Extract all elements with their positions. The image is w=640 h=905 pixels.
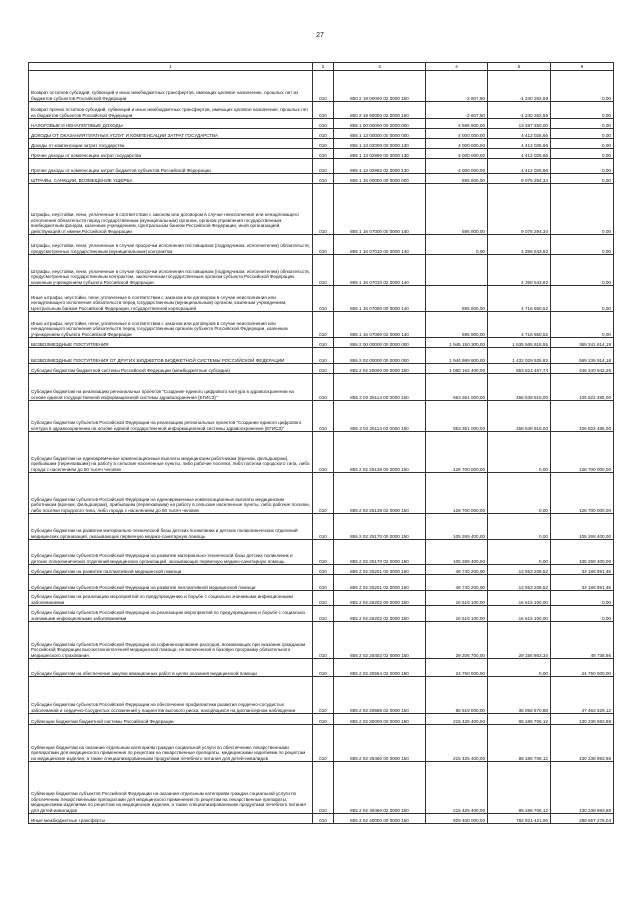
row-approved-amount-cell: 563 361 000,00 [426, 401, 488, 432]
column-header-6: 6 [551, 63, 614, 71]
row-name-cell: Штрафы, неустойки, пени, уплаченные в соответствии с законом или договором в случае неисполнения или ненадлежащего исполнения обязательств перед государственным (муниципальным) органом, органом управления государственным внебюджетным фондом, казенным учреждением, Центральным банком Российской Федерации, иной организацией, действующей от имени Российской Федерации [29, 184, 313, 235]
row-budget-code-cell: 850 2 19 00000 02 0000 150 [334, 71, 426, 102]
row-budget-code-cell: 855 2 02 25586 02 0000 150 [334, 677, 426, 714]
row-executed-amount-cell: 456 538 515,00 [488, 401, 551, 432]
table-row [29, 814, 614, 824]
row-executed-amount-cell: 553 621 457,74 [488, 364, 551, 374]
row-executed-amount-cell: 1 432 029 535,82 [488, 348, 551, 364]
row-budget-code-cell: 855 1 16 07010 02 0000 140 [334, 255, 426, 286]
row-budget-code-cell: 855 2 02 25402 02 0000 150 [334, 622, 426, 659]
table-row [29, 348, 614, 364]
row-line-code-cell: 010 [313, 348, 334, 364]
row-line-code-cell: 010 [313, 312, 334, 338]
table-row [29, 374, 614, 401]
row-budget-code-cell: 855 1 16 07010 00 0000 140 [334, 235, 426, 255]
row-approved-amount-cell: -2 607,50 [426, 102, 488, 119]
row-budget-code-cell: 850 2 19 90000 02 0000 150 [334, 102, 426, 119]
column-header-5: 5 [488, 63, 551, 71]
row-line-code-cell: 010 [313, 473, 334, 514]
row-unexecuted-amount-cell: 130 238 693,88 [551, 714, 614, 725]
row-executed-amount-cell: 9 075 294,34 [488, 174, 551, 184]
column-header-1: 1 [29, 63, 313, 71]
row-approved-amount-cell: 215 425 400,00 [426, 762, 488, 814]
row-executed-amount-cell: 35 056 670,88 [488, 677, 551, 714]
row-budget-code-cell: 855 2 02 25114 00 0000 150 [334, 374, 426, 401]
row-name-cell: Субсидии бюджетам субъектов Российской Федерации на реализацию региональных проектов "Создание единого цифрового контура в здравоохранении на основе единой государственной информационной системы здравоохранения (ЕГИСЗ)" [29, 401, 313, 432]
row-line-code-cell: 010 [313, 814, 334, 824]
row-executed-amount-cell: 16 616 100,00 [488, 606, 551, 622]
row-line-code-cell: 010 [313, 659, 334, 677]
row-approved-amount-cell: 29 206 700,00 [426, 622, 488, 659]
table-row [29, 514, 614, 540]
row-approved-amount-cell: 215 425 400,00 [426, 725, 488, 762]
row-budget-code-cell: 855 1 16 07090 02 0000 140 [334, 312, 426, 338]
row-executed-amount-cell: 0,00 [488, 514, 551, 540]
row-unexecuted-amount-cell: 128 700 000,00 [551, 432, 614, 473]
row-unexecuted-amount-cell: 49 736,66 [551, 622, 614, 659]
row-budget-code-cell: 855 2 02 20000 00 0000 150 [334, 364, 426, 374]
table-row [29, 762, 614, 814]
row-unexecuted-amount-cell: 569 136 914,18 [551, 348, 614, 364]
row-unexecuted-amount-cell: 106 822 485,00 [551, 401, 614, 432]
row-budget-code-cell: 855 1 00 00000 00 0000 000 [334, 119, 426, 129]
row-name-cell: Возврат остатков субсидий, субвенций и иных межбюджетных трансфертов, имеющих целевое назначение, прошлых лет из бюджетов субъектов Российской Федерации [29, 71, 313, 102]
row-approved-amount-cell: 16 616 100,00 [426, 606, 488, 622]
row-name-cell: Прочие доходы от компенсации затрат бюджетов субъектов Российской Федерации [29, 159, 313, 174]
row-budget-code-cell: 855 2 02 35460 00 0000 150 [334, 725, 426, 762]
row-approved-amount-cell: 595 800,00 [426, 174, 488, 184]
row-budget-code-cell: 855 2 02 25170 02 0000 150 [334, 540, 426, 565]
row-line-code-cell: 010 [313, 725, 334, 762]
row-name-cell: НАЛОГОВЫЕ И НЕНАЛОГОВЫЕ ДОХОДЫ [29, 119, 313, 129]
row-executed-amount-cell: 0,00 [488, 432, 551, 473]
table-row [29, 725, 614, 762]
table-row [29, 659, 614, 677]
table-row [29, 312, 614, 338]
row-unexecuted-amount-cell: 0,00 [551, 255, 614, 286]
row-approved-amount-cell: 128 700 000,00 [426, 432, 488, 473]
row-budget-code-cell: 855 1 16 07000 00 0000 140 [334, 184, 426, 235]
row-line-code-cell: 010 [313, 102, 334, 119]
row-approved-amount-cell: 1 945 150 300,00 [426, 338, 488, 348]
table-row [29, 255, 614, 286]
row-executed-amount-cell: 85 186 706,12 [488, 762, 551, 814]
row-name-cell: Субсидии бюджетам на реализацию региональных проектов "Создание единого цифрового контура в здравоохранении на основе единой государственной информационной системы здравоохранения (ЕГИСЗ)" [29, 374, 313, 401]
row-unexecuted-amount-cell: 369 341 614,19 [551, 338, 614, 348]
table-row [29, 149, 614, 159]
row-approved-amount-cell [426, 255, 488, 286]
row-budget-code-cell: 855 2 02 25554 02 0000 150 [334, 659, 426, 677]
row-unexecuted-amount-cell: 24 750 000,00 [551, 659, 614, 677]
row-budget-code-cell: 855 2 02 25138 02 0000 150 [334, 473, 426, 514]
row-line-code-cell: 010 [313, 159, 334, 174]
row-line-code-cell: 010 [313, 286, 334, 312]
row-approved-amount-cell: 46 740 200,00 [426, 565, 488, 575]
row-executed-amount-cell: 0,00 [488, 473, 551, 514]
row-unexecuted-amount-cell: 0,00 [551, 286, 614, 312]
row-approved-amount-cell: 105 269 400,00 [426, 514, 488, 540]
row-unexecuted-amount-cell: 106 822 485,00 [551, 374, 614, 401]
row-budget-code-cell: 855 2 02 30000 00 0000 150 [334, 714, 426, 725]
row-executed-amount-cell: 0,00 [488, 540, 551, 565]
row-executed-amount-cell: 85 186 706,12 [488, 714, 551, 725]
row-executed-amount-cell: 13 487 350,00 [488, 119, 551, 129]
table-row [29, 71, 614, 102]
row-approved-amount-cell: 4 000 000,00 [426, 159, 488, 174]
row-approved-amount-cell: 0,00 [426, 235, 488, 255]
row-approved-amount-cell: 24 750 000,00 [426, 659, 488, 677]
row-executed-amount-cell: 782 921 421,96 [488, 814, 551, 824]
row-unexecuted-amount-cell: 128 700 000,00 [551, 473, 614, 514]
row-line-code-cell: 010 [313, 540, 334, 565]
row-name-cell: Субсидии бюджетам на реализацию мероприятий по предупреждению и борьбе с социально значимыми инфекционными заболеваниями [29, 591, 313, 606]
row-line-code-cell: 010 [313, 714, 334, 725]
row-unexecuted-amount-cell: 446 240 942,26 [551, 364, 614, 374]
row-approved-amount-cell: 595 800,00 [426, 286, 488, 312]
row-unexecuted-amount-cell: 0,00 [551, 129, 614, 139]
row-approved-amount-cell: 4 000 000,00 [426, 139, 488, 149]
column-header-3: 3 [334, 63, 426, 71]
row-approved-amount-cell: 215 425 400,00 [426, 714, 488, 725]
row-executed-amount-cell: 4 358 643,82 [488, 235, 551, 255]
row-name-cell: Субсидии бюджетам на единовременные компенсационные выплаты медицинским работникам (врачам, фельдшерам), прибывшим (переехавшим) на работу в сельские населенные пункты, либо рабочие поселки, либо поселки городского типа, либо города с населением до 50 тысяч человек [29, 432, 313, 473]
table-body [29, 71, 614, 824]
table-row [29, 338, 614, 348]
row-name-cell: Штрафы, неустойки, пени, уплаченные в случае просрочки исполнения поставщиком (подрядчиком, исполнителем) обязательств, предусмотренных государственным (муниципальным) контрактом [29, 235, 313, 255]
row-unexecuted-amount-cell: 0,00 [551, 102, 614, 119]
row-executed-amount-cell: 13 553 208,52 [488, 565, 551, 575]
row-name-cell: Штрафы, неустойки, пени, уплаченные в случае просрочки исполнения поставщиком (подрядчиком, исполнителем) обязательств, предусмотренных государственным контрактом, заключенным государственным органом субъекта Российской Федерации, казенным учреждением субъекта Российской Федерации [29, 255, 313, 286]
row-name-cell: Субсидии бюджетам на обеспечение закупки авиационных работ в целях оказания медицинской помощи [29, 659, 313, 677]
row-budget-code-cell: 855 2 02 25202 02 0000 150 [334, 606, 426, 622]
row-approved-amount-cell: 16 616 100,00 [426, 591, 488, 606]
column-header-2: 2 [313, 63, 334, 71]
table-row [29, 119, 614, 129]
row-unexecuted-amount-cell: 0,00 [551, 71, 614, 102]
row-budget-code-cell: 855 1 16 00000 00 0000 000 [334, 174, 426, 184]
row-line-code-cell: 010 [313, 401, 334, 432]
row-unexecuted-amount-cell: 0,00 [551, 235, 614, 255]
row-name-cell: Субвенции бюджетам субъектов Российской Федерации на оказание отдельным категориям граждан социальной услуги по обеспечению лекарственными препаратами для медицинского применения по рецептам на лекарственные препараты, медицинскими изделиями по рецептам на медицинские изделия, а также специализированными продуктами лечебного питания для детей-инвалидов [29, 762, 313, 814]
row-name-cell: Доходы от компенсации затрат государства [29, 139, 313, 149]
row-budget-code-cell: 855 2 02 25201 00 0000 150 [334, 565, 426, 575]
row-line-code-cell: 010 [313, 174, 334, 184]
row-name-cell: Субсидии бюджетам субъектов Российской Федерации на обеспечение профилактики развития сердечно-сосудистых заболеваний и сердечно-сосудистых осложнений у пациентов высокого риска, находящихся на диспансерном наблюдении [29, 677, 313, 714]
row-unexecuted-amount-cell: 0,00 [551, 312, 614, 338]
table-row [29, 286, 614, 312]
row-executed-amount-cell: 4 358 643,82 [488, 255, 551, 286]
table-row [29, 432, 614, 473]
row-line-code-cell: 010 [313, 677, 334, 714]
row-name-cell: Субсидии бюджетам субъектов Российской Федерации на реализацию мероприятий по предупреждению и борьбе с социально значимыми инфекционными заболеваниями [29, 606, 313, 622]
row-executed-amount-cell: -1 240 262,59 [488, 102, 551, 119]
row-approved-amount-cell: -2 607,50 [426, 71, 488, 102]
row-line-code-cell: 010 [313, 622, 334, 659]
row-unexecuted-amount-cell: 130 238 693,88 [551, 762, 614, 814]
row-unexecuted-amount-cell: 0,00 [551, 159, 614, 174]
row-approved-amount-cell: 563 361 000,00 [426, 374, 488, 401]
row-approved-amount-cell: 4 595 800,00 [426, 119, 488, 129]
row-name-cell: Прочие доходы от компенсации затрат государства [29, 149, 313, 159]
row-unexecuted-amount-cell: 33 186 991,48 [551, 575, 614, 591]
row-line-code-cell: 010 [313, 364, 334, 374]
row-executed-amount-cell: 1 635 565 618,55 [488, 338, 551, 348]
table-row [29, 714, 614, 725]
column-number-row [29, 63, 614, 71]
row-executed-amount-cell: 4 412 025,66 [488, 149, 551, 159]
row-budget-code-cell: 855 2 00 00000 00 0000 000 [334, 338, 426, 348]
row-approved-amount-cell: 4 000 000,00 [426, 129, 488, 139]
page-number: 27 [316, 32, 324, 39]
row-budget-code-cell: 855 2 02 35460 02 0000 150 [334, 762, 426, 814]
row-unexecuted-amount-cell: 0,00 [551, 591, 614, 606]
table-row [29, 575, 614, 591]
row-line-code-cell: 010 [313, 184, 334, 235]
row-unexecuted-amount-cell: 289 657 278,04 [551, 814, 614, 824]
row-name-cell: БЕЗВОЗМЕЗДНЫЕ ПОСТУПЛЕНИЯ [29, 338, 313, 348]
row-unexecuted-amount-cell: 0,00 [551, 174, 614, 184]
row-executed-amount-cell: -1 240 262,59 [488, 71, 551, 102]
row-name-cell: Субсидии бюджетам на развитие материально-технической базы детских поликлиник и детских поликлинических отделений медицинских организаций, оказывающих первичную медико-санитарную помощь [29, 514, 313, 540]
row-executed-amount-cell: 4 716 650,52 [488, 286, 551, 312]
row-unexecuted-amount-cell: 0,00 [551, 184, 614, 235]
row-name-cell: БЕЗВОЗМЕЗДНЫЕ ПОСТУПЛЕНИЯ ОТ ДРУГИХ БЮДЖЕТОВ БЮДЖЕТНОЙ СИСТЕМЫ РОССИЙСКОЙ ФЕДЕРАЦИИ [29, 348, 313, 364]
row-line-code-cell: 010 [313, 565, 334, 575]
row-line-code-cell: 010 [313, 119, 334, 129]
row-budget-code-cell: 855 2 02 25202 00 0000 150 [334, 591, 426, 606]
row-line-code-cell: 010 [313, 762, 334, 814]
budget-report-table [28, 62, 614, 824]
row-executed-amount-cell: 13 553 208,52 [488, 575, 551, 591]
row-budget-code-cell: 855 2 02 00000 00 0000 000 [334, 348, 426, 364]
table-row [29, 159, 614, 174]
row-name-cell: Субсидии бюджетам субъектов Российской Федерации на развитие паллиативной медицинской помощи [29, 575, 313, 591]
row-budget-code-cell: 855 2 02 40000 00 0000 150 [334, 814, 426, 824]
row-line-code-cell: 010 [313, 591, 334, 606]
row-name-cell: Иные межбюджетные трансферты [29, 814, 313, 824]
row-executed-amount-cell: 456 538 515,00 [488, 374, 551, 401]
row-unexecuted-amount-cell: 105 269 400,00 [551, 514, 614, 540]
row-line-code-cell: 010 [313, 255, 334, 286]
row-line-code-cell: 010 [313, 139, 334, 149]
row-approved-amount-cell: 128 700 000,00 [426, 473, 488, 514]
row-approved-amount-cell: 4 000 000,00 [426, 149, 488, 159]
row-executed-amount-cell: 4 412 025,66 [488, 139, 551, 149]
row-approved-amount-cell: 595 800,00 [426, 312, 488, 338]
table-row [29, 401, 614, 432]
table-row [29, 174, 614, 184]
row-budget-code-cell: 855 1 13 02000 00 0000 130 [334, 139, 426, 149]
row-budget-code-cell: 855 1 13 02990 00 0000 130 [334, 149, 426, 159]
row-name-cell: Субсидии бюджетам на развитие паллиативной медицинской помощи [29, 565, 313, 575]
row-name-cell: Субсидии бюджетам субъектов Российской Федерации на единовременные компенсационные выплаты медицинским работникам (врачам, фельдшерам), прибывшим (переехавшим) на работу в сельские населенные пункты, либо рабочие поселки, либо поселки городского типа, либо города с населением до 50 тысяч человек [29, 473, 313, 514]
row-unexecuted-amount-cell: 0,00 [551, 149, 614, 159]
row-name-cell: Иные штрафы, неустойки, пени, уплаченные в соответствии с законом или договором в случае неисполнения или ненадлежащего исполнения обязательств перед государственным органом субъекта Российской Федерации, казенным учреждением субъекта Российской Федерации [29, 312, 313, 338]
row-name-cell: Субсидии бюджетам субъектов Российской Федерации на развитие материально-технической базы детских поликлиник и детских поликлинических отделений медицинских организаций, оказывающих первичную медико-санитарную помощь [29, 540, 313, 565]
row-approved-amount-cell: 1 060 162 400,00 [426, 364, 488, 374]
row-line-code-cell: 010 [313, 606, 334, 622]
row-approved-amount-cell: 629 400 000,00 [426, 814, 488, 824]
row-name-cell: ШТРАФЫ, САНКЦИИ, ВОЗМЕЩЕНИЕ УЩЕРБА [29, 174, 313, 184]
row-line-code-cell: 010 [313, 129, 334, 139]
row-line-code-cell: 010 [313, 374, 334, 401]
row-approved-amount-cell: 1 944 989 800,00 [426, 348, 488, 364]
row-unexecuted-amount-cell: 33 186 991,48 [551, 565, 614, 575]
row-unexecuted-amount-cell: 0,00 [551, 606, 614, 622]
table-row [29, 364, 614, 374]
row-line-code-cell: 010 [313, 235, 334, 255]
row-executed-amount-cell: 9 075 294,34 [488, 184, 551, 235]
table-row [29, 677, 614, 714]
row-line-code-cell: 010 [313, 514, 334, 540]
row-name-cell: Возврат прочих остатков субсидий, субвенций и иных межбюджетных трансфертов, имеющих целевое назначение, прошлых лет из бюджетов субъектов Российской Федерации [29, 102, 313, 119]
row-approved-amount-cell: 595 800,00 [426, 184, 488, 235]
table-row [29, 606, 614, 622]
row-name-cell: Субсидии бюджетам бюджетной системы Российской Федерации (межбюджетные субсидии) [29, 364, 313, 374]
table-row [29, 139, 614, 149]
row-name-cell: ДОХОДЫ ОТ ОКАЗАНИЯ ПЛАТНЫХ УСЛУГ И КОМПЕНСАЦИИ ЗАТРАТ ГОСУДАРСТВА [29, 129, 313, 139]
table-row [29, 565, 614, 575]
row-approved-amount-cell: 46 740 200,00 [426, 575, 488, 591]
row-budget-code-cell: 855 2 02 25114 02 0000 150 [334, 401, 426, 432]
table-row [29, 473, 614, 514]
row-line-code-cell: 010 [313, 432, 334, 473]
row-unexecuted-amount-cell: 47 462 329,12 [551, 677, 614, 714]
row-line-code-cell: 010 [313, 338, 334, 348]
table-row [29, 235, 614, 255]
row-line-code-cell: 010 [313, 149, 334, 159]
table-row [29, 184, 614, 235]
row-budget-code-cell: 855 1 13 00000 00 0000 000 [334, 129, 426, 139]
table-row [29, 129, 614, 139]
row-executed-amount-cell: 16 616 100,00 [488, 591, 551, 606]
row-line-code-cell: 010 [313, 575, 334, 591]
row-executed-amount-cell: 4 716 650,52 [488, 312, 551, 338]
row-unexecuted-amount-cell: 0,00 [551, 139, 614, 149]
row-name-cell: Иные штрафы, неустойки, пени, уплаченные в соответствии с законом или договором в случае неисполнения или ненадлежащего исполнения обязательств перед государственным (муниципальным) органом, казенным учреждением, Центральным банком Российской Федерации, государственной корпорацией [29, 286, 313, 312]
row-budget-code-cell: 855 2 02 25170 00 0000 150 [334, 514, 426, 540]
row-approved-amount-cell: 105 269 400,00 [426, 540, 488, 565]
row-name-cell: Субсидии бюджетам субъектов Российской Федерации на софинансирование расходов, возникающих при оказании гражданам Российской Федерации высокотехнологичной медицинской помощи, не включенной в базовую программу обязательного медицинского страхования [29, 622, 313, 659]
row-budget-code-cell: 855 2 02 25201 02 0000 150 [334, 575, 426, 591]
row-unexecuted-amount-cell: 105 269 400,00 [551, 540, 614, 565]
row-approved-amount-cell: 85 519 000,00 [426, 677, 488, 714]
table-row [29, 540, 614, 565]
row-name-cell: Субвенции бюджетам на оказание отдельным категориям граждан социальной услуги по обеспечению лекарственными препаратами для медицинского применения по рецептам на лекарственные препараты, медицинскими изделиями по рецептам на медицинские изделия, а также специализированными продуктами лечебного питания для детей-инвалидов [29, 725, 313, 762]
table-row [29, 622, 614, 659]
row-budget-code-cell: 855 1 16 07090 00 0000 140 [334, 286, 426, 312]
row-executed-amount-cell: 85 186 706,12 [488, 725, 551, 762]
row-budget-code-cell: 855 2 02 25138 00 0000 150 [334, 432, 426, 473]
row-executed-amount-cell: 0,00 [488, 659, 551, 677]
table-row [29, 102, 614, 119]
row-name-cell: Субвенции бюджетам бюджетной системы Российской Федерации [29, 714, 313, 725]
row-executed-amount-cell: 4 412 025,66 [488, 159, 551, 174]
row-executed-amount-cell: 29 156 963,34 [488, 622, 551, 659]
row-unexecuted-amount-cell: 130 238 693,88 [551, 725, 614, 762]
row-budget-code-cell: 855 1 13 02992 02 0000 130 [334, 159, 426, 174]
row-line-code-cell: 010 [313, 71, 334, 102]
row-executed-amount-cell: 4 412 025,66 [488, 129, 551, 139]
row-unexecuted-amount-cell: 0,00 [551, 119, 614, 129]
table-row [29, 591, 614, 606]
column-header-4: 4 [426, 63, 488, 71]
